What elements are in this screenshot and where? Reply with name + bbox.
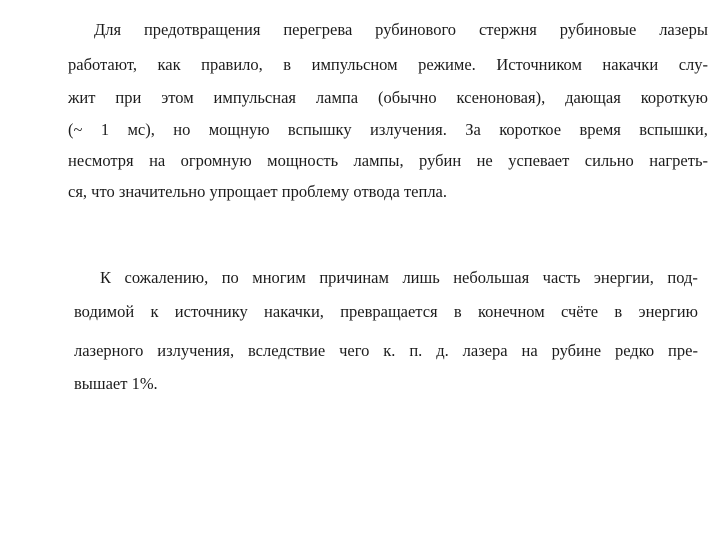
text-line: К сожалению, по многим причинам лишь небольшая часть энергии, под- (100, 268, 698, 287)
text-line: Для предотвращения перегрева рубинового стержня рубиновые лазеры (94, 20, 708, 39)
text-line: работают, как правило, в импульсном режиме. Источником накачки слу- (68, 55, 708, 74)
text-line: (~ 1 мс), но мощную вспышку излучения. За короткое время вспышки, (68, 120, 708, 139)
text-line: лазерного излучения, вследствие чего к. п. д. лазера на рубине редко пре- (74, 341, 698, 360)
text-line: водимой к источнику накачки, превращается в конечном счёте в энергию (74, 302, 698, 321)
text-line: вышает 1%. (74, 374, 158, 393)
text-line: несмотря на огромную мощность лампы, рубин не успевает сильно нагреть- (68, 151, 708, 170)
text-line: жит при этом импульсная лампа (обычно ксеноновая), дающая короткую (68, 88, 708, 107)
text-line: ся, что значительно упрощает проблему отвода тепла. (68, 182, 448, 201)
